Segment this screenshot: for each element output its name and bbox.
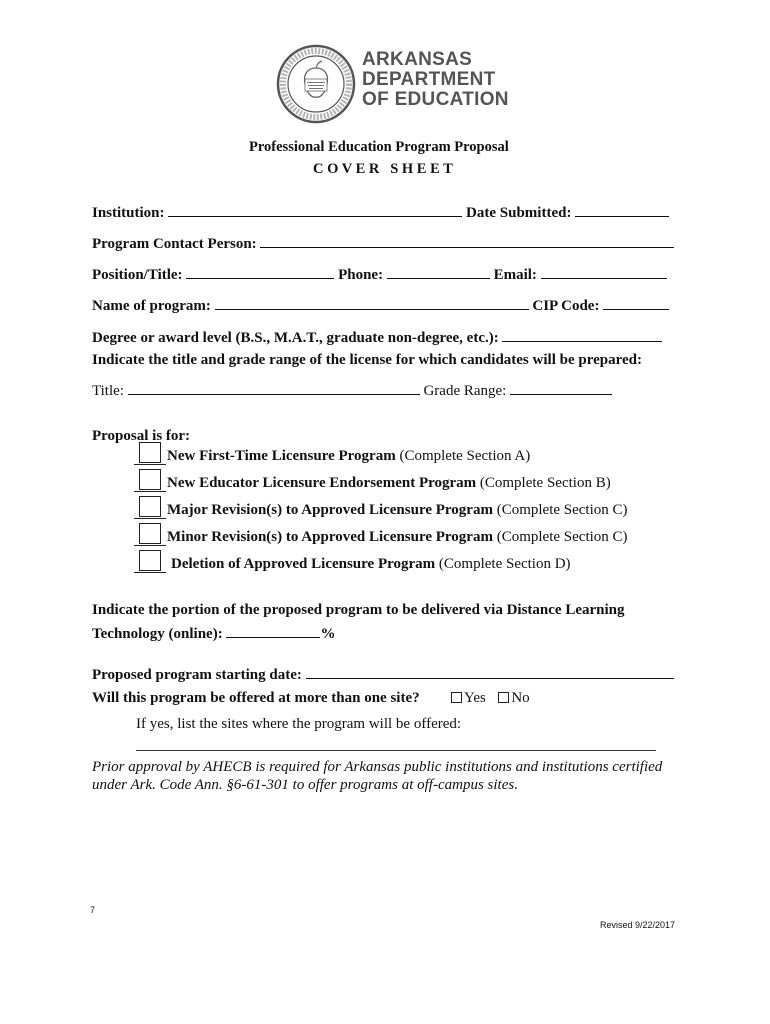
option-text bbox=[167, 502, 628, 519]
checkbox-major-revision[interactable] bbox=[139, 496, 161, 517]
cip-code-label: CIP Code: bbox=[532, 298, 600, 314]
revised-date: Revised 9/22/2017 bbox=[600, 920, 676, 930]
department-seal bbox=[276, 44, 356, 124]
degree-level-field[interactable] bbox=[502, 327, 662, 342]
program-name-label: Name of program: bbox=[92, 298, 211, 314]
org-name-line3: OF EDUCATION bbox=[362, 89, 509, 110]
date-submitted-label: Date Submitted: bbox=[466, 205, 572, 221]
org-name-line2: DEPARTMENT bbox=[362, 69, 496, 90]
org-name-line1: ARKANSAS bbox=[362, 49, 473, 70]
checkbox-underline bbox=[134, 491, 166, 492]
email-label: Email: bbox=[493, 267, 537, 283]
title-label: Title: bbox=[92, 383, 124, 399]
start-date-field[interactable] bbox=[306, 664, 674, 679]
no-checkbox[interactable] bbox=[498, 692, 509, 703]
contact-person-label: Program Contact Person: bbox=[92, 236, 257, 252]
distance-learning-label: Technology (online): bbox=[92, 626, 223, 642]
institution-label: Institution: bbox=[92, 205, 165, 221]
option-text bbox=[167, 448, 530, 465]
option-label: Major Revision(s) to Approved Licensure Program bbox=[167, 502, 493, 518]
option-section: (Complete Section D) bbox=[438, 556, 571, 572]
option-section: (Complete Section A) bbox=[399, 448, 531, 464]
checkbox-new-first-time[interactable] bbox=[139, 442, 161, 463]
checkbox-deletion[interactable] bbox=[139, 550, 161, 571]
contact-row bbox=[92, 233, 674, 253]
multi-site-options bbox=[451, 690, 530, 707]
no-label: No bbox=[511, 690, 530, 706]
sites-label: If yes, list the sites where the program will be offered: bbox=[136, 716, 462, 732]
license-instruction: Indicate the title and grade range of the license for which candidates will be prepared: bbox=[92, 352, 642, 368]
checkbox-minor-revision[interactable] bbox=[139, 523, 161, 544]
checkbox-new-endorsement[interactable] bbox=[139, 469, 161, 490]
yes-label: Yes bbox=[464, 690, 486, 706]
grade-range-field[interactable] bbox=[510, 380, 612, 395]
title-field[interactable] bbox=[128, 380, 420, 395]
degree-row bbox=[92, 327, 662, 347]
checkbox-underline bbox=[134, 545, 166, 546]
date-submitted-field[interactable] bbox=[575, 202, 669, 217]
option-text bbox=[167, 475, 611, 492]
position-title-field[interactable] bbox=[186, 264, 334, 279]
position-row bbox=[92, 264, 667, 284]
page-number: 7 bbox=[90, 905, 96, 915]
distance-learning-row bbox=[92, 623, 335, 643]
distance-learning-line1: Indicate the portion of the proposed program to be delivered via Distance Learning bbox=[92, 602, 625, 618]
multi-site-question: Will this program be offered at more than one site? bbox=[92, 690, 420, 706]
cip-code-field[interactable] bbox=[603, 295, 669, 310]
checkbox-underline bbox=[134, 518, 166, 519]
header-logo bbox=[276, 44, 509, 124]
program-name-field[interactable] bbox=[215, 295, 529, 310]
page-title: Professional Education Program Proposal bbox=[249, 139, 509, 155]
sites-field[interactable] bbox=[136, 750, 656, 751]
option-text bbox=[167, 529, 628, 546]
position-title-label: Position/Title: bbox=[92, 267, 183, 283]
checkbox-underline bbox=[134, 572, 166, 573]
phone-label: Phone: bbox=[338, 267, 384, 283]
grade-range-label: Grade Range: bbox=[423, 383, 507, 399]
approval-note-line1: Prior approval by AHECB is required for Arkansas public institutions and institutions certified bbox=[92, 759, 663, 775]
option-section: (Complete Section C) bbox=[496, 502, 628, 518]
option-section: (Complete Section C) bbox=[496, 529, 628, 545]
percent-sign: % bbox=[320, 626, 336, 642]
institution-field[interactable] bbox=[168, 202, 462, 217]
degree-level-label: Degree or award level (B.S., M.A.T., graduate non-degree, etc.): bbox=[92, 330, 499, 346]
start-date-label: Proposed program starting date: bbox=[92, 667, 302, 683]
contact-person-field[interactable] bbox=[260, 233, 674, 248]
option-label: New Educator Licensure Endorsement Program bbox=[167, 475, 477, 491]
start-date-row bbox=[92, 664, 674, 684]
proposal-heading: Proposal is for: bbox=[92, 428, 191, 444]
phone-field[interactable] bbox=[387, 264, 490, 279]
approval-note-line2: under Ark. Code Ann. §6-61-301 to offer programs at off-campus sites. bbox=[92, 777, 518, 793]
email-field[interactable] bbox=[541, 264, 667, 279]
license-title-row bbox=[92, 380, 612, 400]
option-label: Deletion of Approved Licensure Program bbox=[171, 556, 436, 572]
program-name-row bbox=[92, 295, 669, 315]
institution-row bbox=[92, 202, 669, 222]
checkbox-underline bbox=[134, 464, 166, 465]
option-label: New First-Time Licensure Program bbox=[167, 448, 396, 464]
online-percent-field[interactable] bbox=[226, 623, 320, 638]
option-label: Minor Revision(s) to Approved Licensure Program bbox=[167, 529, 493, 545]
multi-site-row bbox=[92, 690, 420, 707]
option-section: (Complete Section B) bbox=[479, 475, 611, 491]
option-text bbox=[171, 556, 571, 573]
yes-checkbox[interactable] bbox=[451, 692, 462, 703]
cover-sheet-title: C O V E R S H E E T bbox=[313, 161, 453, 177]
